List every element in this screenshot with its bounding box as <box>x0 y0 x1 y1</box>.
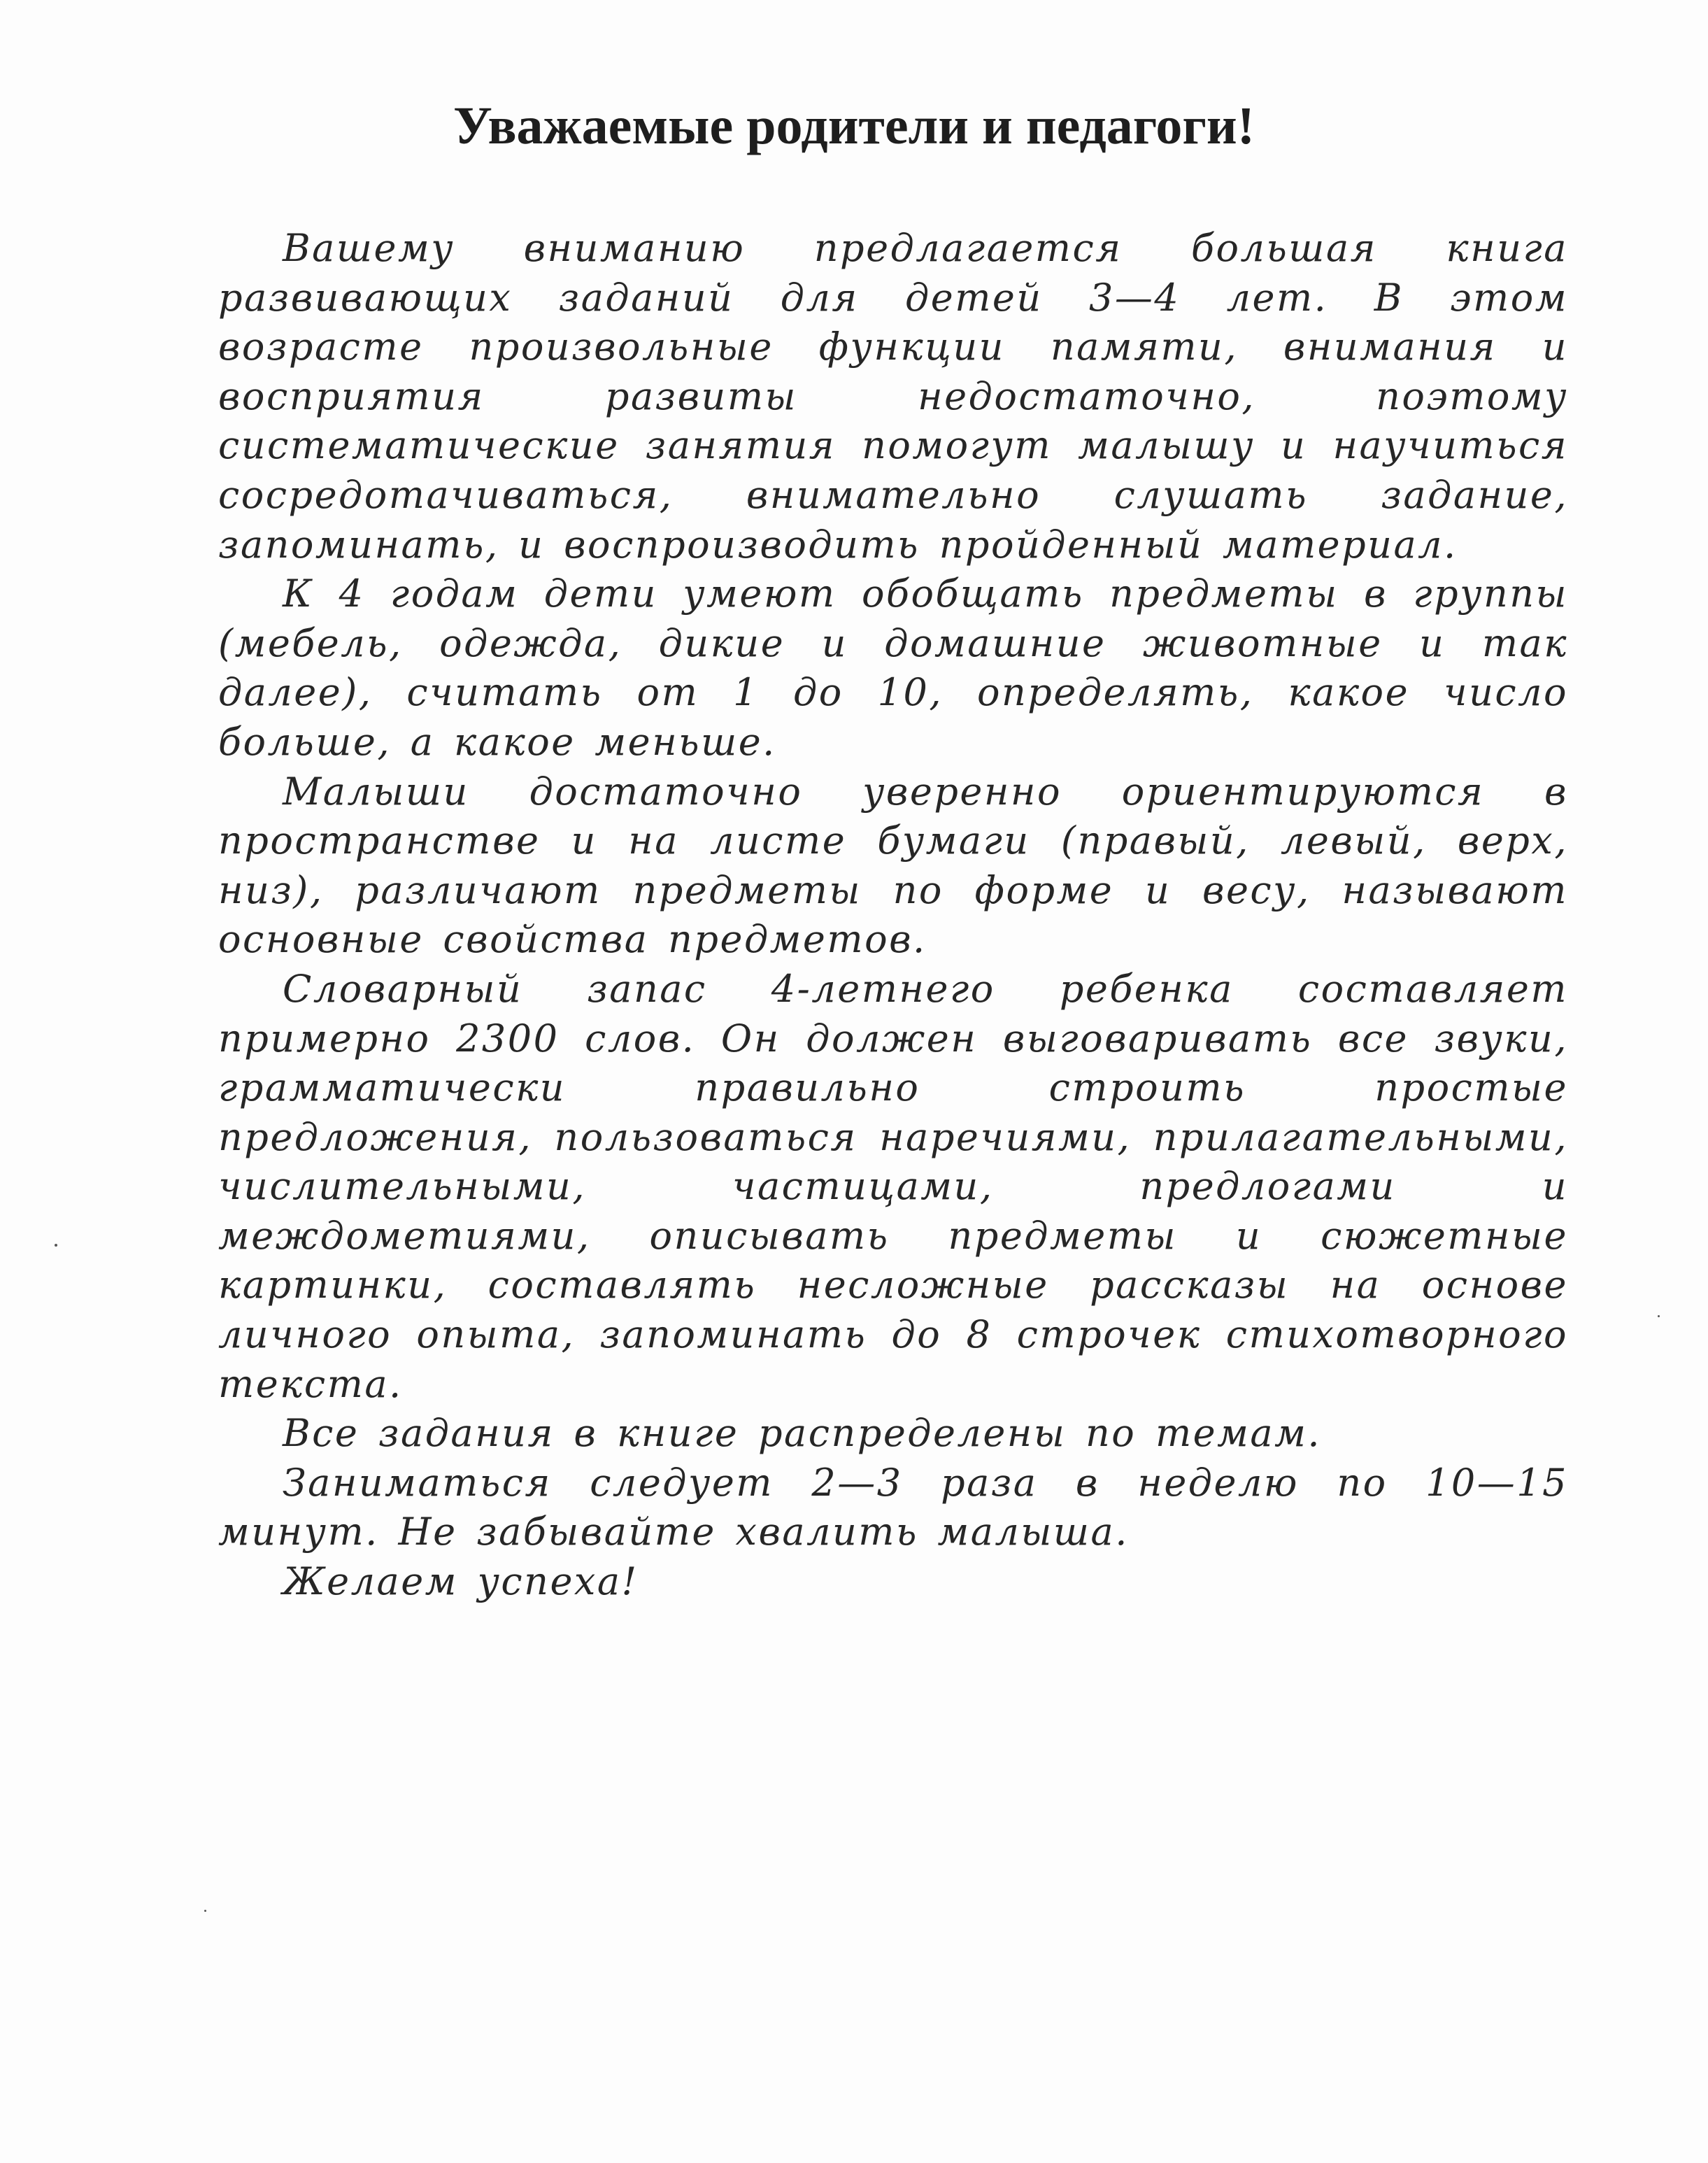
paragraph-topics: Все задания в книге распределены по темам. <box>283 1411 1322 1456</box>
paragraph-vocabulary: Словарный запас 4-летнего ребенка составляет примерно 2300 слов. Он должен выговаривать все звуки, грамматически правильно строить простые предложения, пользоваться наречиями, прилагательными, числительными, частицами, предлогами и междометиями, описывать предметы и сюжетные картинки, составлять несложные рассказы на основе личного опыта, запоминать до 8 строчек стихотворного текста. <box>218 966 1568 1406</box>
page-title: Уважаемые родители и педагоги! <box>453 97 1255 155</box>
paragraph-orientation: Малыши достаточно уверенно ориентируются в пространстве и на листе бумаги (правый, левый, верх, низ), различают предметы по форме и весу, называют основные свойства предметов. <box>218 769 1568 962</box>
paragraph-wish: Желаем успеха! <box>283 1559 639 1604</box>
scan-speck <box>55 1244 57 1247</box>
paragraph-schedule: Заниматься следует 2—3 раза в неделю по 10—15 минут. Не забывайте хвалить малыша. <box>218 1460 1568 1554</box>
scan-speck <box>1658 1315 1660 1317</box>
paragraph-skills-grouping: К 4 годам дети умеют обобщать предметы в группы (мебель, одежда, дикие и домашние животные и так далее), считать от 1 до 10, определять, какое число больше, а какое меньше. <box>218 572 1568 764</box>
scan-speck <box>204 1910 206 1912</box>
body-text <box>218 224 1568 1607</box>
paragraph-intro: Вашему вниманию предлагается большая книга развивающих заданий для детей 3—4 лет. В этом возрасте произвольные функции памяти, внимания и восприятия развиты недостаточно, поэтому систематические занятия помогут малышу и научиться сосредотачиваться, внимательно слушать задание, запоминать, и воспроизводить пройденный материал. <box>218 226 1568 567</box>
